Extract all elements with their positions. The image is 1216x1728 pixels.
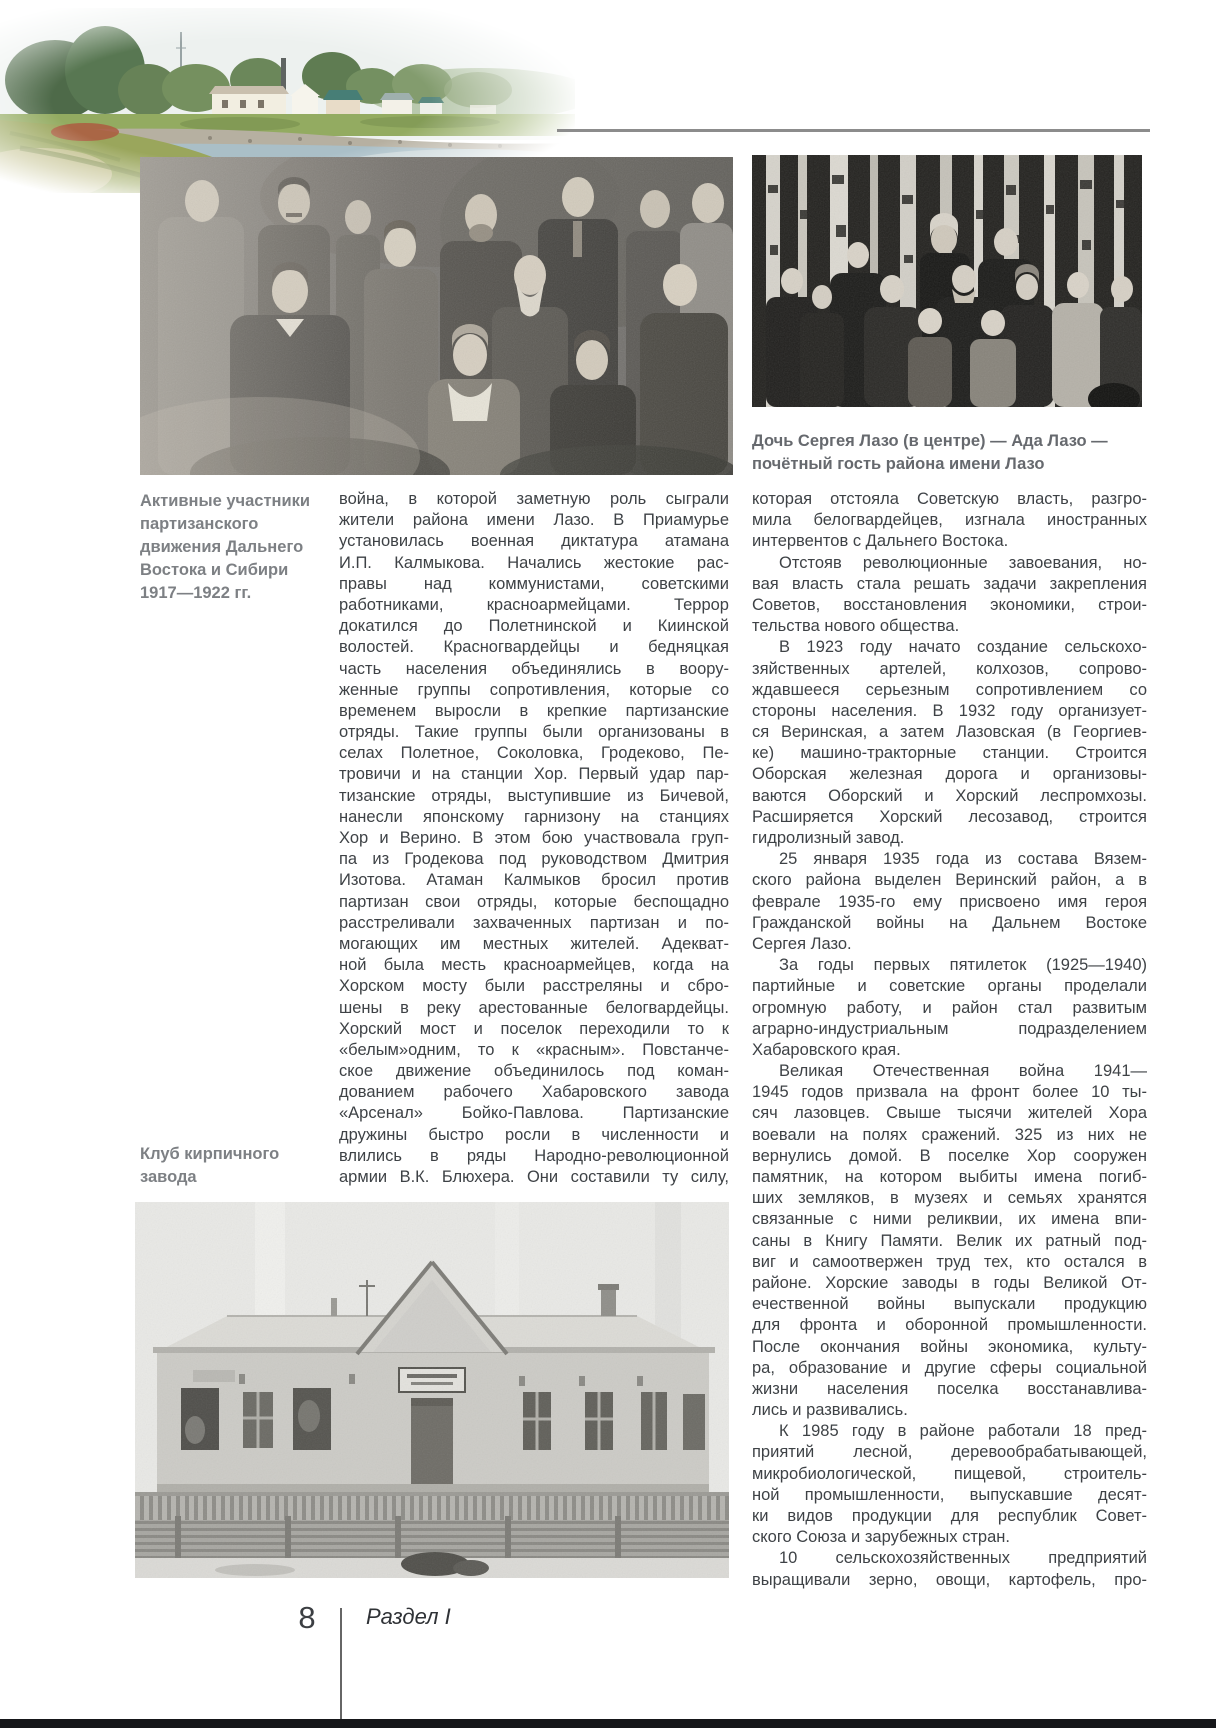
text-line: связанные с ними реликвии, их имена впи- (752, 1210, 1147, 1229)
text-line: ной была месть красноармейцев, когда на (339, 956, 729, 975)
text-line: часть населения объединялись в воору- (339, 659, 729, 678)
text-line: временем выросли в крепкие партизанские (339, 701, 729, 720)
text-line: селах Полетное, Соколовка, Гродеково, Пе- (339, 744, 729, 763)
text-line: ки видов продукции для республик Совет- (752, 1507, 1147, 1525)
text-line: тизанские отряды, выступившие из Бичевой, (339, 786, 729, 805)
text-line: завода (140, 1168, 197, 1186)
text-line: партизан свои отряды, которые беспощадно (339, 892, 729, 911)
text-line: ского района выделен Веринский район, а в (752, 871, 1147, 890)
text-line: интервентов с Дальнего Востока. (752, 532, 1009, 551)
text-line: памятник, на котором выбиты имена погиб- (752, 1168, 1147, 1186)
text-line: выращивали зерно, овощи, картофель, про- (752, 1570, 1147, 1589)
text-line: жители района имени Лазо. В Приамурье (339, 511, 729, 530)
text-line: Хорский мост и поселок переходили то к (339, 1019, 729, 1038)
text-line: К 1985 году в районе работали 18 пред- (779, 1422, 1147, 1441)
text-line: микробиологической, пищевой, строитель- (752, 1464, 1147, 1483)
text-line: нанесли японскому гарнизону на станциях (339, 807, 729, 826)
text-line: Клуб кирпичного (140, 1145, 280, 1163)
text-line: ших земляков, в музеях и семьях хранятся (752, 1189, 1147, 1208)
text-line: волостей. Красногвардейцы и бедняцкая (339, 638, 729, 657)
page-number: 8 (298, 1600, 316, 1635)
ada-lazo-photo-image (752, 155, 1142, 407)
text-line: Расширяется Хорский лесозавод, строится (752, 807, 1147, 826)
text-line: отряды. Такие группы были организованы в (339, 723, 729, 742)
text-line: огромную работу, и район стал развитым (752, 998, 1147, 1017)
partisans-photo (140, 157, 733, 475)
text-line: «белым»одним, то к «красным». Повстанче- (339, 1040, 729, 1059)
text-line: ждавшееся серьезным сопротивлением со (752, 680, 1147, 699)
text-line: ваются Оборский и Хорский леспромхозы. (752, 786, 1147, 805)
text-line: могающих им местных жителей. Адекват- (339, 934, 729, 953)
text-line: ечественной войны выпускали продукцию (752, 1295, 1147, 1314)
text-line: ра, образование и другие сферы социальной (752, 1358, 1147, 1377)
text-line: Оборская железная дорога и организовы- (752, 765, 1147, 784)
text-line: война, в которой заметную роль сыграли (339, 490, 729, 508)
text-line: женные группы сопротивления, которые со (339, 680, 729, 699)
text-line: которая отстояла Советскую власть, разгро- (752, 490, 1147, 508)
text-line: мила белогвардейцев, изгнала иностранных (752, 511, 1147, 530)
text-line: ной промышленности, выпускавшие десят- (752, 1485, 1147, 1504)
text-line: аграрно-индустриальным подразделением (752, 1019, 1147, 1038)
text-line: Отстояв революционные завоевания, но- (779, 553, 1147, 572)
text-line: За годы первых пятилеток (1925—1940) (779, 956, 1147, 975)
text-line: феврале 1935-го ему присвоено имя героя (752, 892, 1147, 911)
text-line: жизни населения поселка восстанавлива- (752, 1379, 1147, 1398)
club-caption (140, 1143, 325, 1189)
text-line: 1917—1922 гг. (140, 584, 252, 602)
text-line: армии В.К. Блюхера. Они составили ту силу, (339, 1168, 729, 1186)
text-line: воевали на полях сражений. 325 из них не (752, 1125, 1147, 1144)
text-line: саны в Книгу Памяти. Велик их ратный под- (752, 1231, 1147, 1250)
text-line: Дочь Сергея Лазо (в центре) — Ада Лазо — (752, 432, 1108, 450)
article-column-middle (339, 489, 729, 1188)
text-line: Хор и Верино. В этом бою участвовала груп- (339, 829, 729, 847)
text-line: тельства нового общества. (752, 617, 960, 636)
bottom-bar (0, 1719, 1216, 1728)
text-line: партийные и советские органы проделали (752, 977, 1147, 996)
partisans-caption (140, 490, 325, 605)
ada-lazo-caption (752, 430, 1144, 475)
text-line: почётный гость района имени Лазо (752, 454, 1045, 473)
text-line: 10 сельскохозяйственных предприятий (779, 1549, 1147, 1568)
text-line: зяйственных артелей, колхозов, сопрово- (752, 659, 1147, 678)
text-line: вая власть стала решать задачи закрепления (752, 574, 1147, 593)
text-line: расстреливали захваченных партизан и по- (339, 913, 729, 932)
text-line: шены в реку арестованные белогвардейцы. (339, 998, 729, 1017)
text-line: ся Веринская, а затем Лазовская (в Георгиев- (752, 723, 1147, 742)
partisans-photo-image (140, 157, 733, 475)
text-line: 25 января 1935 года из состава Вязем- (779, 850, 1147, 869)
footer-divider (340, 1608, 342, 1719)
club-photo (135, 1202, 729, 1578)
text-line: лись и развивались. (752, 1401, 908, 1420)
text-line: После окончания войны экономика, культу- (752, 1337, 1147, 1356)
text-line: Гражданской войны на Дальнем Востоке (752, 913, 1147, 932)
text-line: Советов, восстановления экономики, строи- (752, 595, 1147, 614)
text-line: «Арсенал» Бойко-Павлова. Партизанские (339, 1104, 729, 1123)
text-line: па из Гродекова под руководством Дмитрия (339, 850, 729, 869)
text-line: гидролизный завод. (752, 829, 905, 847)
text-line: Хорском мосту были расстреляны и сбро- (339, 977, 729, 996)
text-line: партизанского (140, 515, 259, 533)
text-line: Активные участники (140, 492, 311, 510)
text-line: докатился до Полетнинской и Киинской (339, 617, 729, 636)
text-line: ское движение объединилось под коман- (339, 1062, 729, 1081)
text-line: стороны населения. В 1932 году организует- (752, 701, 1147, 720)
text-line: движения Дальнего (140, 538, 304, 556)
text-line: Изотова. Атаман Калмыков бросил против (339, 871, 729, 890)
text-line: установилась военная диктатура атамана (339, 532, 729, 551)
section-title: Раздел I (366, 1604, 451, 1629)
header-rule (557, 129, 1150, 132)
text-line: Востока и Сибири (140, 561, 289, 579)
text-line: влились в ряды Народно-революционной (339, 1146, 729, 1165)
text-line: ского Союза и зарубежных стран. (752, 1528, 1010, 1547)
text-line: приятий лесной, деревообрабатывающей, (752, 1443, 1147, 1462)
text-line: сяч лазовцев. Свыше тысячи жителей Хора (752, 1104, 1147, 1123)
ada-lazo-photo (752, 155, 1142, 407)
article-column-right (752, 489, 1147, 1591)
text-line: виг и самоотвержен труд тех, кто остался в (752, 1252, 1147, 1271)
text-line: районе. Хорские заводы в годы Великой От- (752, 1273, 1147, 1292)
text-line: вернулись домой. В поселке Хор сооружен (752, 1146, 1147, 1165)
club-photo-image (135, 1202, 729, 1578)
text-line: для фронта и оборонной промышленности. (752, 1316, 1147, 1335)
text-line: Сергея Лазо. (752, 934, 852, 953)
text-line: дованием рабочего Хабаровского завода (339, 1083, 729, 1102)
text-line: работниками, красноармейцами. Террор (339, 595, 729, 614)
text-line: дружины быстро росли в численности и (339, 1125, 729, 1144)
text-line: 1945 годов призвала на фронт более 10 ты- (752, 1083, 1147, 1102)
text-line: правы над коммунистами, советскими (339, 574, 729, 593)
text-line: ке) машино-тракторные станции. Строится (752, 744, 1147, 763)
text-line: Великая Отечественная война 1941— (779, 1062, 1147, 1081)
text-line: тровичи и на станции Хор. Первый удар пар- (339, 765, 729, 784)
text-line: Хабаровского края. (752, 1040, 901, 1059)
text-line: В 1923 году начато создание сельскохо- (779, 638, 1147, 657)
text-line: И.П. Калмыкова. Начались жестокие рас- (339, 553, 729, 572)
